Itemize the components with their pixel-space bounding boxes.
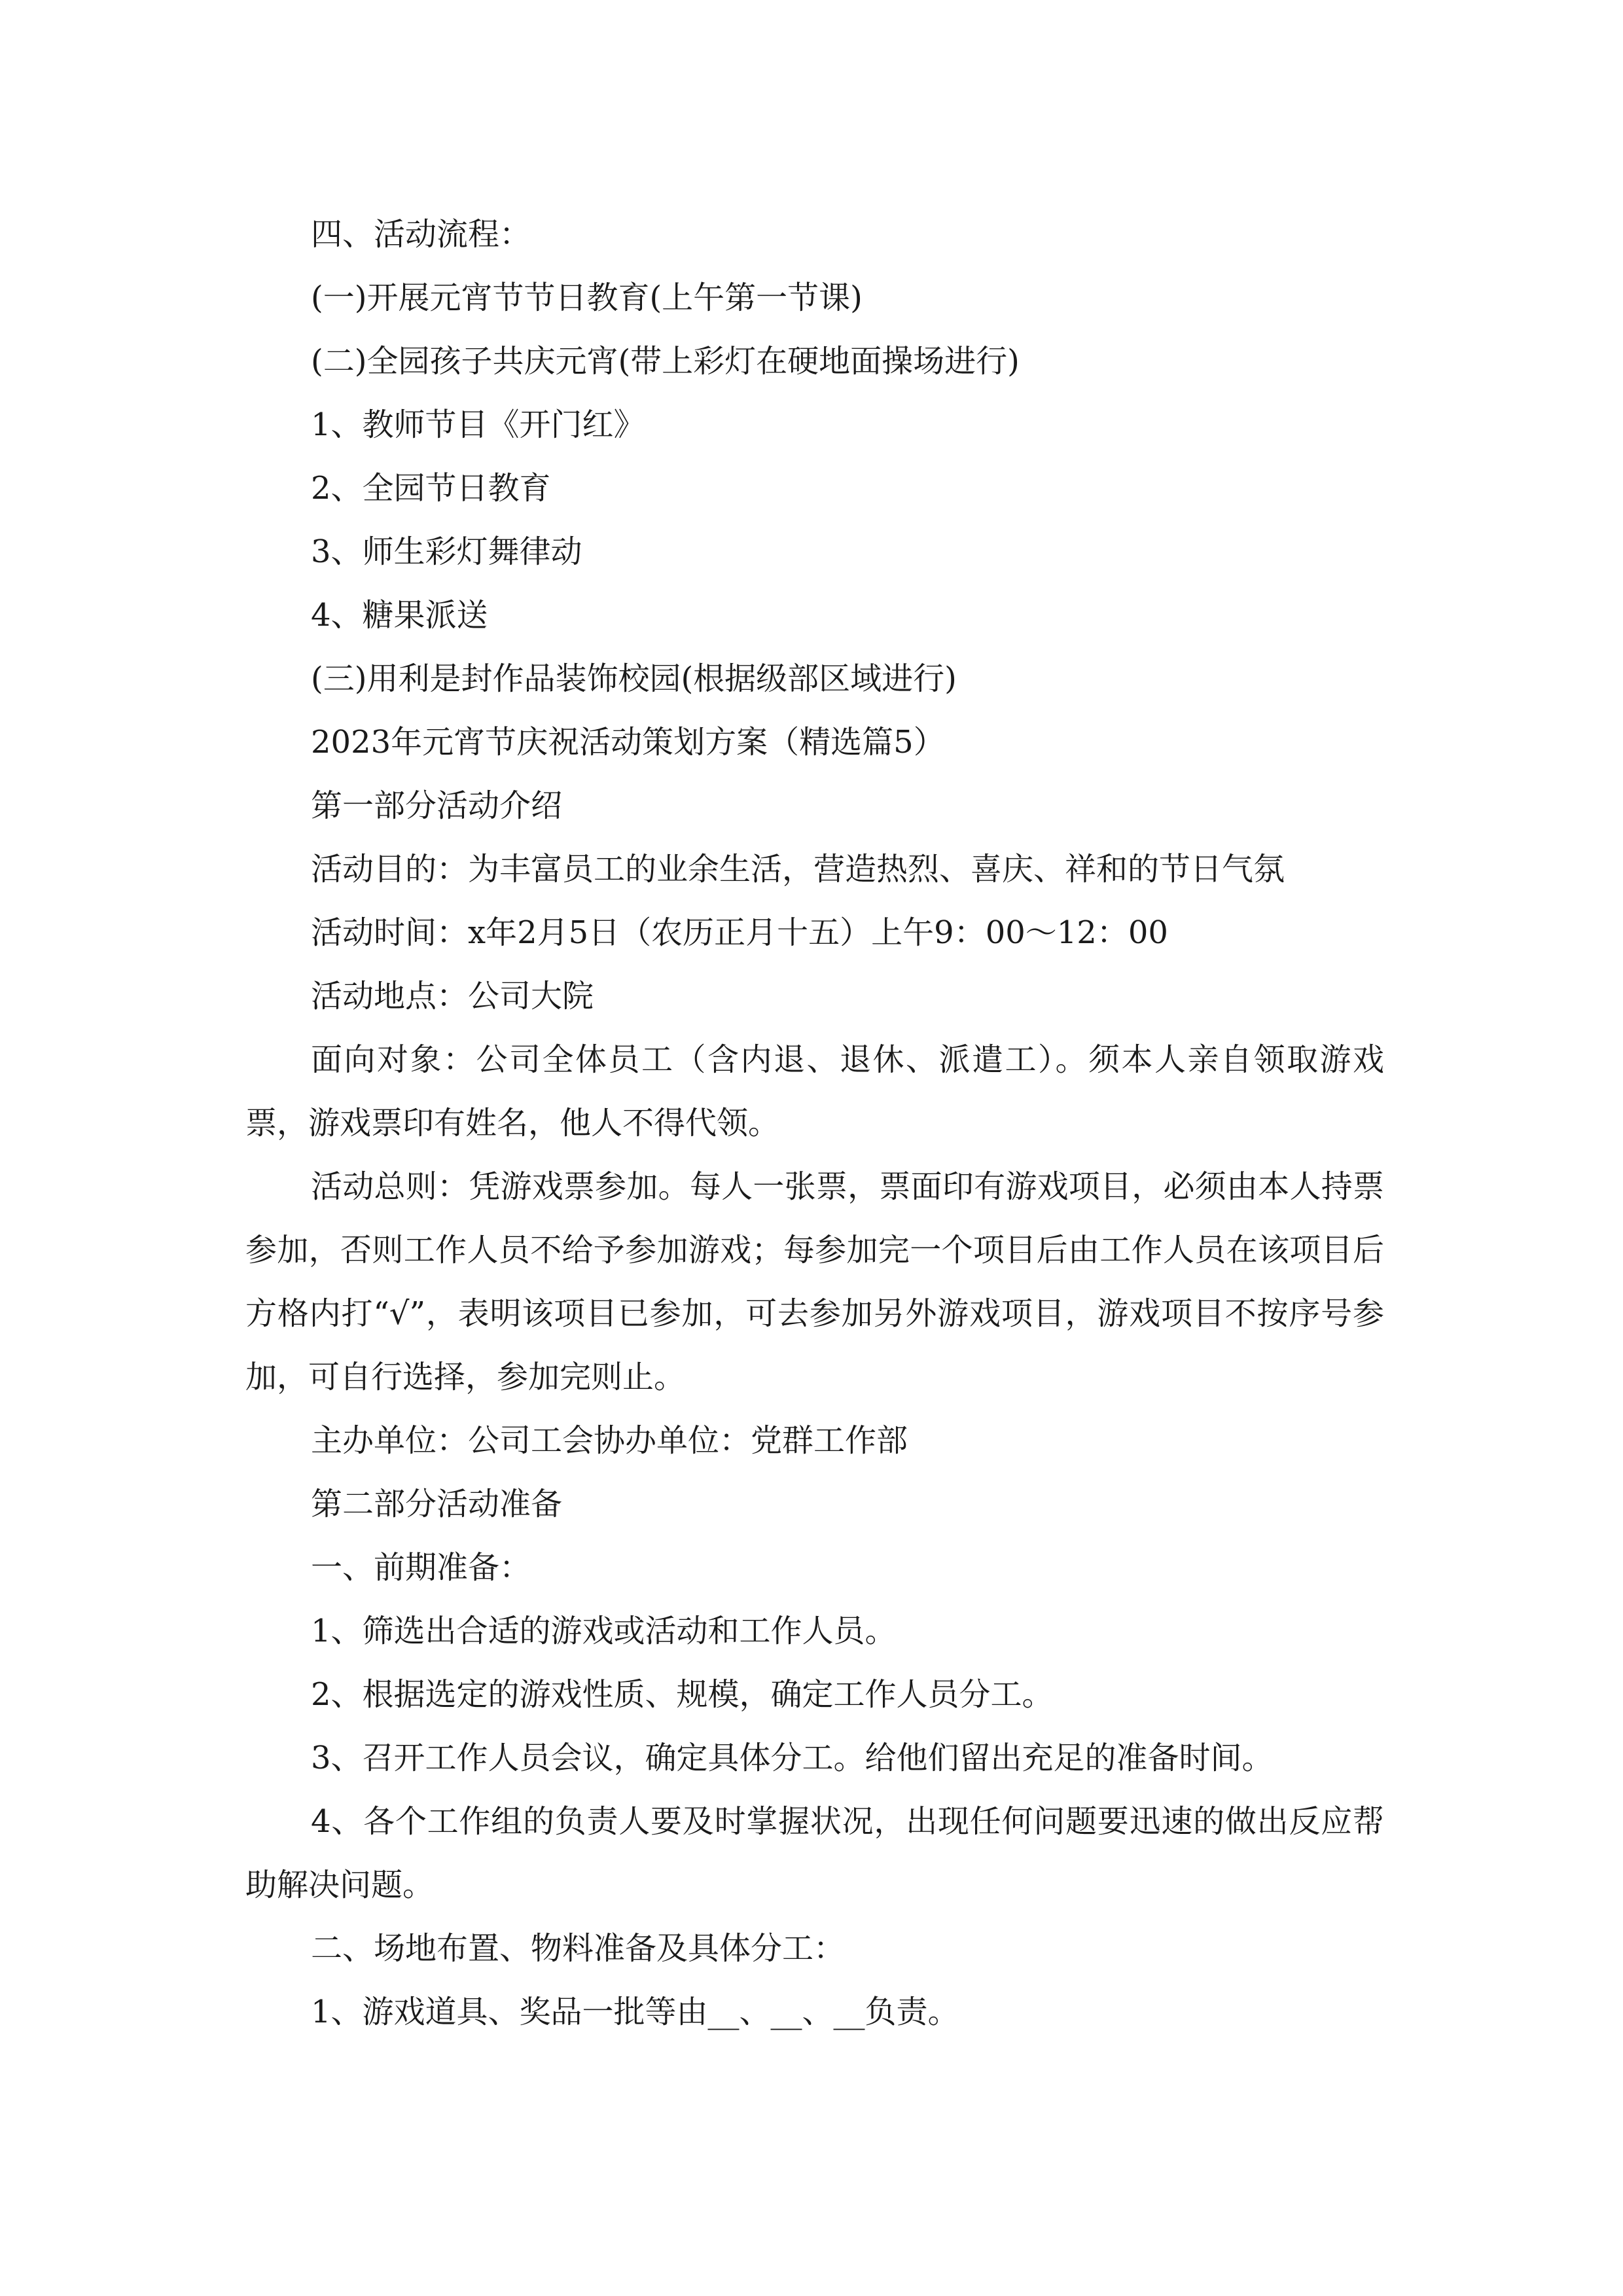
process-item-1: (一)开展元宵节节日教育(上午第一节课): [311, 279, 863, 316]
section-heading-activity-process: 四、活动流程：: [311, 216, 531, 253]
preparation-item-3: 3、召开工作人员会议，确定具体分工。给他们留出充足的准备时间。: [311, 1740, 1274, 1776]
organizers: 主办单位：公司工会协办单位：党群工作部: [311, 1422, 908, 1459]
activity-time: 活动时间：x年2月5日（农历正月十五）上午9：00～12：00: [311, 914, 1168, 951]
program-item-1: 1、教师节目《开门红》: [311, 406, 645, 443]
part-two-heading: 第二部分活动准备: [311, 1486, 563, 1522]
preparation-item-4: 4、各个工作组的负责人要及时掌握状况，出现任何问题要迅速的做出反应帮助解决问题。: [245, 1803, 1384, 1903]
activity-location: 活动地点：公司大院: [311, 978, 594, 1014]
plan-title: 2023年元宵节庆祝活动策划方案（精选篇5）: [311, 724, 945, 761]
venue-item-1: 1、游戏道具、奖品一批等由__、__、__负责。: [311, 1994, 959, 2030]
program-item-4: 4、糖果派送: [311, 597, 488, 634]
process-item-2: (二)全园孩子共庆元宵(带上彩灯在硬地面操场进行): [311, 343, 1020, 380]
process-item-3: (三)用利是封作品装饰校园(根据级部区域进行): [311, 660, 957, 697]
program-item-3: 3、师生彩灯舞律动: [311, 533, 582, 570]
target-audience: 面向对象：公司全体员工（含内退、退休、派遣工）。须本人亲自领取游戏票，游戏票印有姓名，他人不得代领。: [245, 1041, 1384, 1141]
program-item-2: 2、全园节日教育: [311, 470, 551, 507]
part-one-heading: 第一部分活动介绍: [311, 787, 563, 824]
preparation-item-1: 1、筛选出合适的游戏或活动和工作人员。: [311, 1613, 897, 1649]
venue-heading: 二、场地布置、物料准备及具体分工：: [311, 1930, 846, 1967]
preparation-item-2: 2、根据选定的游戏性质、规模，确定工作人员分工。: [311, 1676, 1054, 1713]
activity-purpose: 活动目的：为丰富员工的业余生活，营造热烈、喜庆、祥和的节日气氛: [311, 851, 1285, 888]
preparation-heading: 一、前期准备：: [311, 1549, 531, 1586]
general-rules: 活动总则：凭游戏票参加。每人一张票，票面印有游戏项目，必须由本人持票参加，否则工作人员不给予参加游戏；每参加完一个项目后由工作人员在该项目后方格内打“√”，表明该项目已参加，可去参加另外游戏项目，游戏项目不按序号参加，可自行选择，参加完则止。: [245, 1168, 1384, 1395]
document-body: [245, 203, 1384, 2044]
